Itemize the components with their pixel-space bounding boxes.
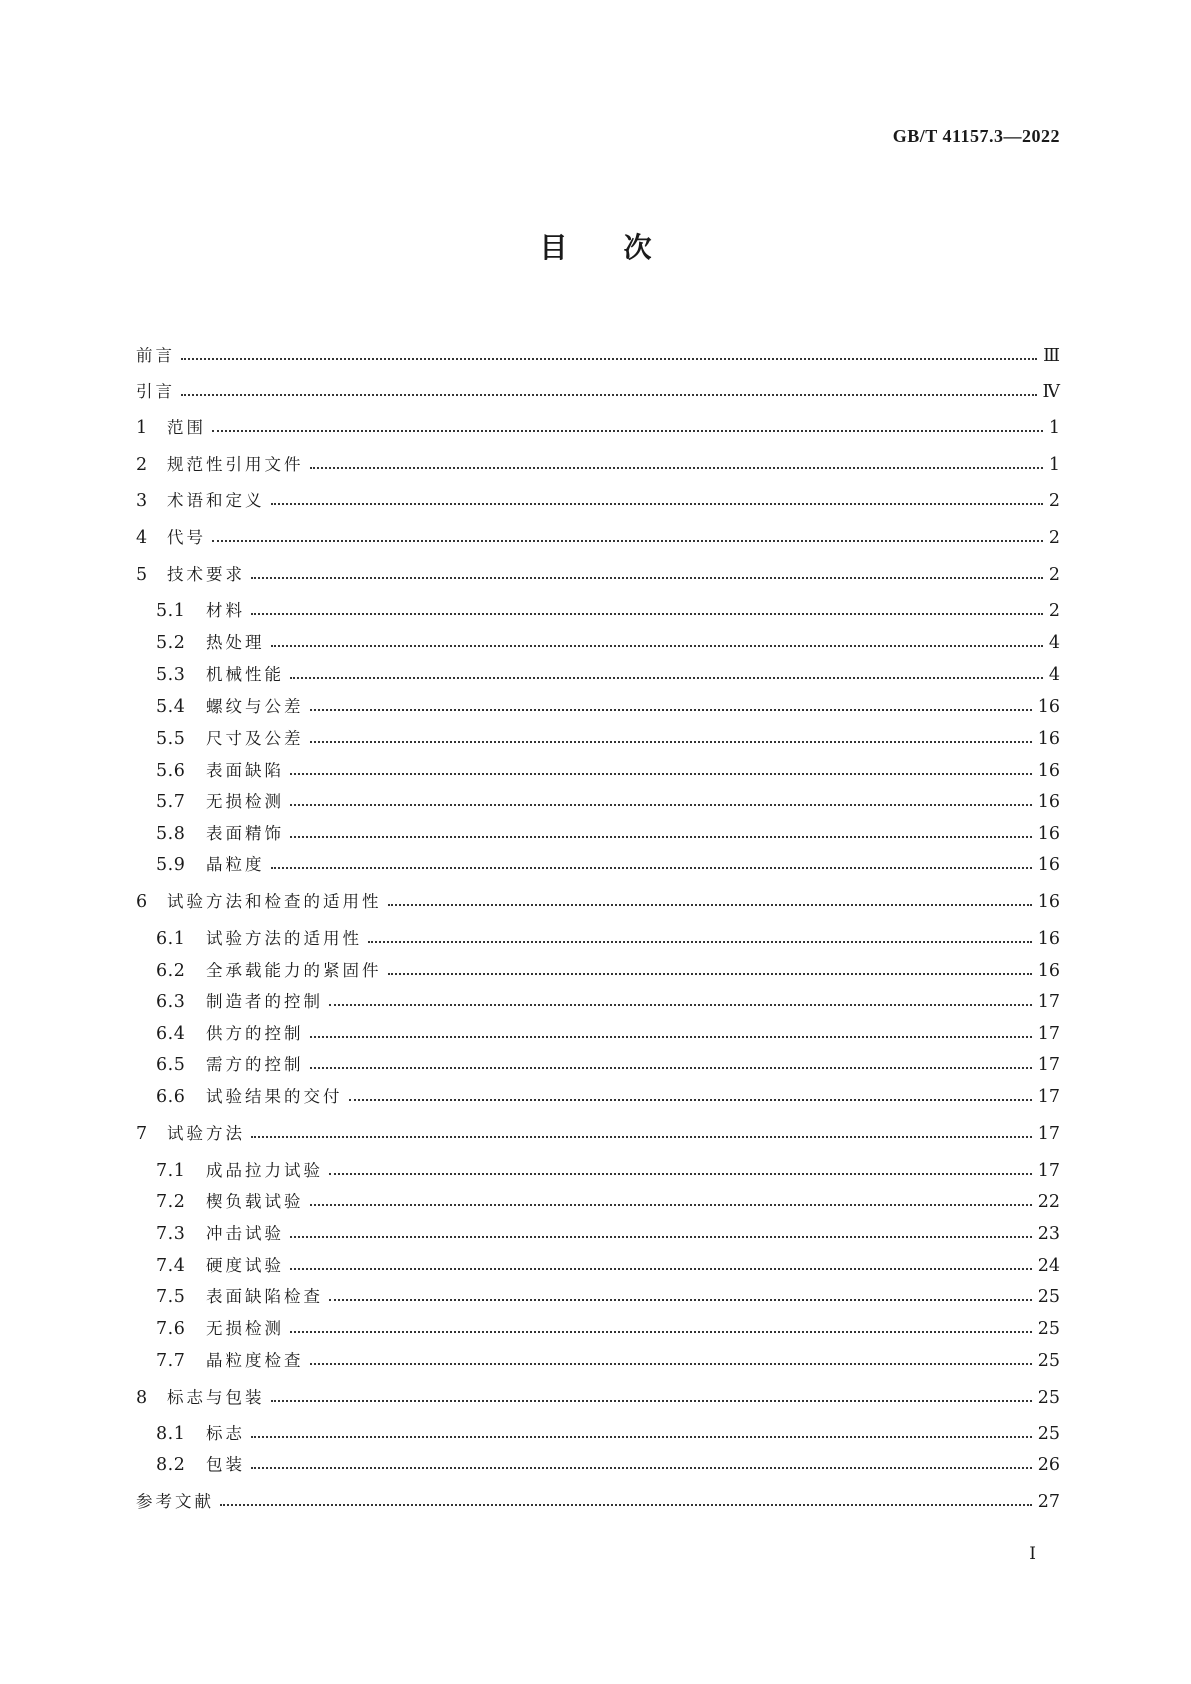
toc-entry-page: 2 bbox=[1048, 528, 1060, 548]
toc-entry[interactable] bbox=[156, 1052, 1060, 1078]
toc-entry-page: 27 bbox=[1037, 1492, 1060, 1512]
toc-leader-dots bbox=[388, 973, 1032, 975]
toc-entry-label: 包装 bbox=[206, 1455, 245, 1474]
toc-leader-dots bbox=[310, 1204, 1032, 1206]
page-title: 目 次 bbox=[539, 231, 652, 264]
toc-entry-number: 5.5 bbox=[156, 729, 186, 749]
toc-entry-page: 22 bbox=[1037, 1192, 1060, 1212]
toc-entry-number: 5.6 bbox=[156, 761, 186, 781]
toc-entry-label: 需方的控制 bbox=[206, 1055, 304, 1074]
toc-entry[interactable] bbox=[136, 343, 1060, 369]
toc-leader-dots bbox=[251, 1136, 1032, 1138]
toc-entry-page: 2 bbox=[1048, 601, 1060, 621]
toc-entry-number: 7.2 bbox=[156, 1192, 186, 1212]
toc-entry-label: 术语和定义 bbox=[167, 491, 265, 510]
toc-entry-label: 表面精饰 bbox=[206, 824, 284, 843]
toc-entry-label: 晶粒度检查 bbox=[206, 1351, 304, 1370]
toc-entry-page: 16 bbox=[1037, 792, 1060, 812]
toc-entry-number: 6 bbox=[136, 892, 148, 912]
toc-entry-number: 6.3 bbox=[156, 992, 186, 1012]
toc-entry[interactable] bbox=[136, 525, 1060, 551]
toc-entry-page: 16 bbox=[1037, 855, 1060, 875]
toc-leader-dots bbox=[220, 1504, 1032, 1506]
toc-leader-dots bbox=[310, 467, 1043, 469]
toc-entry-label: 无损检测 bbox=[206, 792, 284, 811]
toc-entry-label: 热处理 bbox=[206, 633, 265, 652]
toc-entry[interactable] bbox=[156, 1021, 1060, 1047]
toc-entry-label: 试验方法的适用性 bbox=[206, 929, 362, 948]
toc-leader-dots bbox=[329, 1173, 1032, 1175]
toc-entry-page: 25 bbox=[1037, 1388, 1060, 1408]
toc-entry[interactable] bbox=[136, 379, 1060, 405]
toc-entry-page: 24 bbox=[1037, 1256, 1060, 1276]
toc-entry-number: 4 bbox=[136, 528, 148, 548]
toc-leader-dots bbox=[349, 1099, 1032, 1101]
toc-entry-label: 标志与包装 bbox=[167, 1388, 265, 1407]
toc-entry-page: 16 bbox=[1037, 761, 1060, 781]
toc-entry[interactable] bbox=[136, 1385, 1060, 1411]
toc-entry[interactable] bbox=[136, 1121, 1060, 1147]
toc-entry-number: 7 bbox=[136, 1124, 148, 1144]
toc-entry[interactable] bbox=[136, 452, 1060, 478]
toc-entry-number: 5.9 bbox=[156, 855, 186, 875]
toc-entry-label: 前言 bbox=[136, 346, 175, 365]
toc-entry-label: 成品拉力试验 bbox=[206, 1161, 323, 1180]
toc-entry[interactable] bbox=[136, 889, 1060, 915]
toc-leader-dots bbox=[290, 1331, 1032, 1333]
toc-entry-page: 26 bbox=[1037, 1455, 1060, 1475]
toc-leader-dots bbox=[212, 540, 1043, 542]
toc-entry-number: 5 bbox=[136, 565, 148, 585]
toc-entry[interactable] bbox=[136, 1489, 1060, 1515]
toc-entry-page: 17 bbox=[1037, 1161, 1060, 1181]
toc-entry-page: 25 bbox=[1037, 1351, 1060, 1371]
toc-entry-label: 楔负载试验 bbox=[206, 1192, 304, 1211]
toc-leader-dots bbox=[251, 1467, 1032, 1469]
toc-entry[interactable] bbox=[156, 989, 1060, 1015]
toc-entry-number: 6.5 bbox=[156, 1055, 186, 1075]
toc-entry-number: 7.5 bbox=[156, 1287, 186, 1307]
toc-entry-number: 1 bbox=[136, 418, 148, 438]
toc-entry-label: 试验方法和检查的适用性 bbox=[167, 892, 382, 911]
toc-entry-number: 5.1 bbox=[156, 601, 186, 621]
toc-entry-number: 8.1 bbox=[156, 1424, 186, 1444]
toc-entry-page: 25 bbox=[1037, 1424, 1060, 1444]
toc-entry-page: 16 bbox=[1037, 892, 1060, 912]
toc-entry[interactable] bbox=[156, 852, 1060, 878]
toc-leader-dots bbox=[251, 1436, 1032, 1438]
toc-leader-dots bbox=[212, 430, 1043, 432]
page-number: I bbox=[1029, 1544, 1036, 1564]
toc-entry-label: 尺寸及公差 bbox=[206, 729, 304, 748]
toc-entry[interactable] bbox=[136, 415, 1060, 441]
toc-entry-label: 技术要求 bbox=[167, 565, 245, 584]
toc-entry[interactable] bbox=[156, 1452, 1060, 1478]
toc-entry[interactable] bbox=[156, 1189, 1060, 1215]
toc-entry-number: 5.4 bbox=[156, 697, 186, 717]
toc-entry-label: 试验方法 bbox=[167, 1124, 245, 1143]
toc-entry-label: 引言 bbox=[136, 382, 175, 401]
toc-entry-number: 7.7 bbox=[156, 1351, 186, 1371]
toc-entry-page: 4 bbox=[1048, 633, 1060, 653]
toc-leader-dots bbox=[329, 1004, 1032, 1006]
toc-entry-page: 25 bbox=[1037, 1319, 1060, 1339]
toc-entry[interactable] bbox=[156, 1253, 1060, 1279]
toc-entry-page: 16 bbox=[1037, 697, 1060, 717]
toc-entry-label: 全承载能力的紧固件 bbox=[206, 961, 382, 980]
toc-entry-number: 7.6 bbox=[156, 1319, 186, 1339]
toc-entry-number: 8 bbox=[136, 1388, 148, 1408]
toc-entry[interactable] bbox=[156, 1158, 1060, 1184]
toc-entry-page: 25 bbox=[1037, 1287, 1060, 1307]
toc-entry[interactable] bbox=[156, 758, 1060, 784]
toc-leader-dots bbox=[181, 394, 1037, 396]
toc-entry-page: Ⅳ bbox=[1042, 382, 1060, 402]
toc-entry-page: 23 bbox=[1037, 1224, 1060, 1244]
toc-entry[interactable] bbox=[156, 662, 1060, 688]
toc-entry-label: 规范性引用文件 bbox=[167, 455, 304, 474]
toc-entry-page: 2 bbox=[1048, 491, 1060, 511]
toc-leader-dots bbox=[271, 867, 1032, 869]
toc-entry-label: 制造者的控制 bbox=[206, 992, 323, 1011]
toc-entry-label: 机械性能 bbox=[206, 665, 284, 684]
toc-entry[interactable] bbox=[136, 562, 1060, 588]
toc-entry-number: 2 bbox=[136, 455, 148, 475]
toc-entry[interactable] bbox=[156, 726, 1060, 752]
toc-entry-page: 17 bbox=[1037, 1124, 1060, 1144]
toc-entry-number: 6.2 bbox=[156, 961, 186, 981]
toc-entry-page: Ⅲ bbox=[1043, 346, 1060, 366]
toc-entry[interactable] bbox=[156, 958, 1060, 984]
toc-entry-label: 参考文献 bbox=[136, 1492, 214, 1511]
toc-leader-dots bbox=[310, 1036, 1032, 1038]
toc-leader-dots bbox=[310, 1067, 1032, 1069]
toc-entry-page: 17 bbox=[1037, 1087, 1060, 1107]
toc-leader-dots bbox=[290, 836, 1032, 838]
toc-entry-page: 17 bbox=[1037, 992, 1060, 1012]
toc-entry-page: 17 bbox=[1037, 1055, 1060, 1075]
toc-entry-label: 试验结果的交付 bbox=[206, 1087, 343, 1106]
toc-entry-label: 螺纹与公差 bbox=[206, 697, 304, 716]
toc-leader-dots bbox=[290, 677, 1043, 679]
toc-entry[interactable] bbox=[156, 630, 1060, 656]
toc-entry-label: 冲击试验 bbox=[206, 1224, 284, 1243]
toc-entry[interactable] bbox=[156, 1221, 1060, 1247]
toc-leader-dots bbox=[181, 358, 1037, 360]
toc-entry-number: 8.2 bbox=[156, 1455, 186, 1475]
toc-entry-page: 2 bbox=[1048, 565, 1060, 585]
toc-entry-page: 16 bbox=[1037, 929, 1060, 949]
toc-leader-dots bbox=[290, 804, 1032, 806]
document-code: GB/T 41157.3—2022 bbox=[892, 126, 1060, 146]
toc-entry-page: 1 bbox=[1048, 455, 1060, 475]
toc-leader-dots bbox=[290, 1268, 1032, 1270]
toc-entry-number: 5.8 bbox=[156, 824, 186, 844]
toc-entry[interactable] bbox=[156, 1348, 1060, 1374]
toc-entry[interactable] bbox=[156, 1316, 1060, 1342]
toc-leader-dots bbox=[271, 503, 1043, 505]
toc-entry[interactable] bbox=[156, 926, 1060, 952]
toc-entry-page: 17 bbox=[1037, 1024, 1060, 1044]
toc-entry-number: 5.7 bbox=[156, 792, 186, 812]
toc-leader-dots bbox=[290, 1236, 1032, 1238]
toc-entry-number: 5.2 bbox=[156, 633, 186, 653]
toc-entry-page: 16 bbox=[1037, 824, 1060, 844]
toc-entry-page: 16 bbox=[1037, 729, 1060, 749]
toc-entry-number: 3 bbox=[136, 491, 148, 511]
toc-entry-label: 表面缺陷 bbox=[206, 761, 284, 780]
toc-leader-dots bbox=[388, 904, 1032, 906]
toc-entry-label: 晶粒度 bbox=[206, 855, 265, 874]
toc-entry-label: 标志 bbox=[206, 1424, 245, 1443]
toc-entry-number: 6.6 bbox=[156, 1087, 186, 1107]
toc-entry[interactable] bbox=[156, 821, 1060, 847]
toc-leader-dots bbox=[271, 645, 1043, 647]
toc-entry-page: 4 bbox=[1048, 665, 1060, 685]
toc-entry[interactable] bbox=[156, 1084, 1060, 1110]
toc-leader-dots bbox=[271, 1400, 1032, 1402]
toc-leader-dots bbox=[310, 741, 1032, 743]
toc-entry-number: 6.4 bbox=[156, 1024, 186, 1044]
toc-entry-page: 16 bbox=[1037, 961, 1060, 981]
toc-leader-dots bbox=[290, 773, 1032, 775]
toc-entry-label: 范围 bbox=[167, 418, 206, 437]
toc-entry-number: 7.3 bbox=[156, 1224, 186, 1244]
toc-entry-number: 7.4 bbox=[156, 1256, 186, 1276]
toc-entry-number: 7.1 bbox=[156, 1161, 186, 1181]
toc-entry-label: 供方的控制 bbox=[206, 1024, 304, 1043]
toc-leader-dots bbox=[310, 1363, 1032, 1365]
toc-leader-dots bbox=[368, 941, 1032, 943]
toc-entry[interactable] bbox=[156, 598, 1060, 624]
toc-entry-number: 5.3 bbox=[156, 665, 186, 685]
toc-leader-dots bbox=[329, 1299, 1032, 1301]
toc-entry-label: 表面缺陷检查 bbox=[206, 1287, 323, 1306]
toc-entry-page: 1 bbox=[1048, 418, 1060, 438]
toc-entry-label: 材料 bbox=[206, 601, 245, 620]
toc-entry[interactable] bbox=[156, 694, 1060, 720]
toc-entry[interactable] bbox=[156, 1284, 1060, 1310]
toc-leader-dots bbox=[251, 577, 1043, 579]
toc-entry[interactable] bbox=[156, 1421, 1060, 1447]
toc-entry-label: 代号 bbox=[167, 528, 206, 547]
toc-entry-label: 无损检测 bbox=[206, 1319, 284, 1338]
toc-leader-dots bbox=[310, 709, 1032, 711]
toc-entry-label: 硬度试验 bbox=[206, 1256, 284, 1275]
toc-leader-dots bbox=[251, 613, 1043, 615]
toc-entry[interactable] bbox=[156, 789, 1060, 815]
toc-entry[interactable] bbox=[136, 488, 1060, 514]
toc-entry-number: 6.1 bbox=[156, 929, 186, 949]
